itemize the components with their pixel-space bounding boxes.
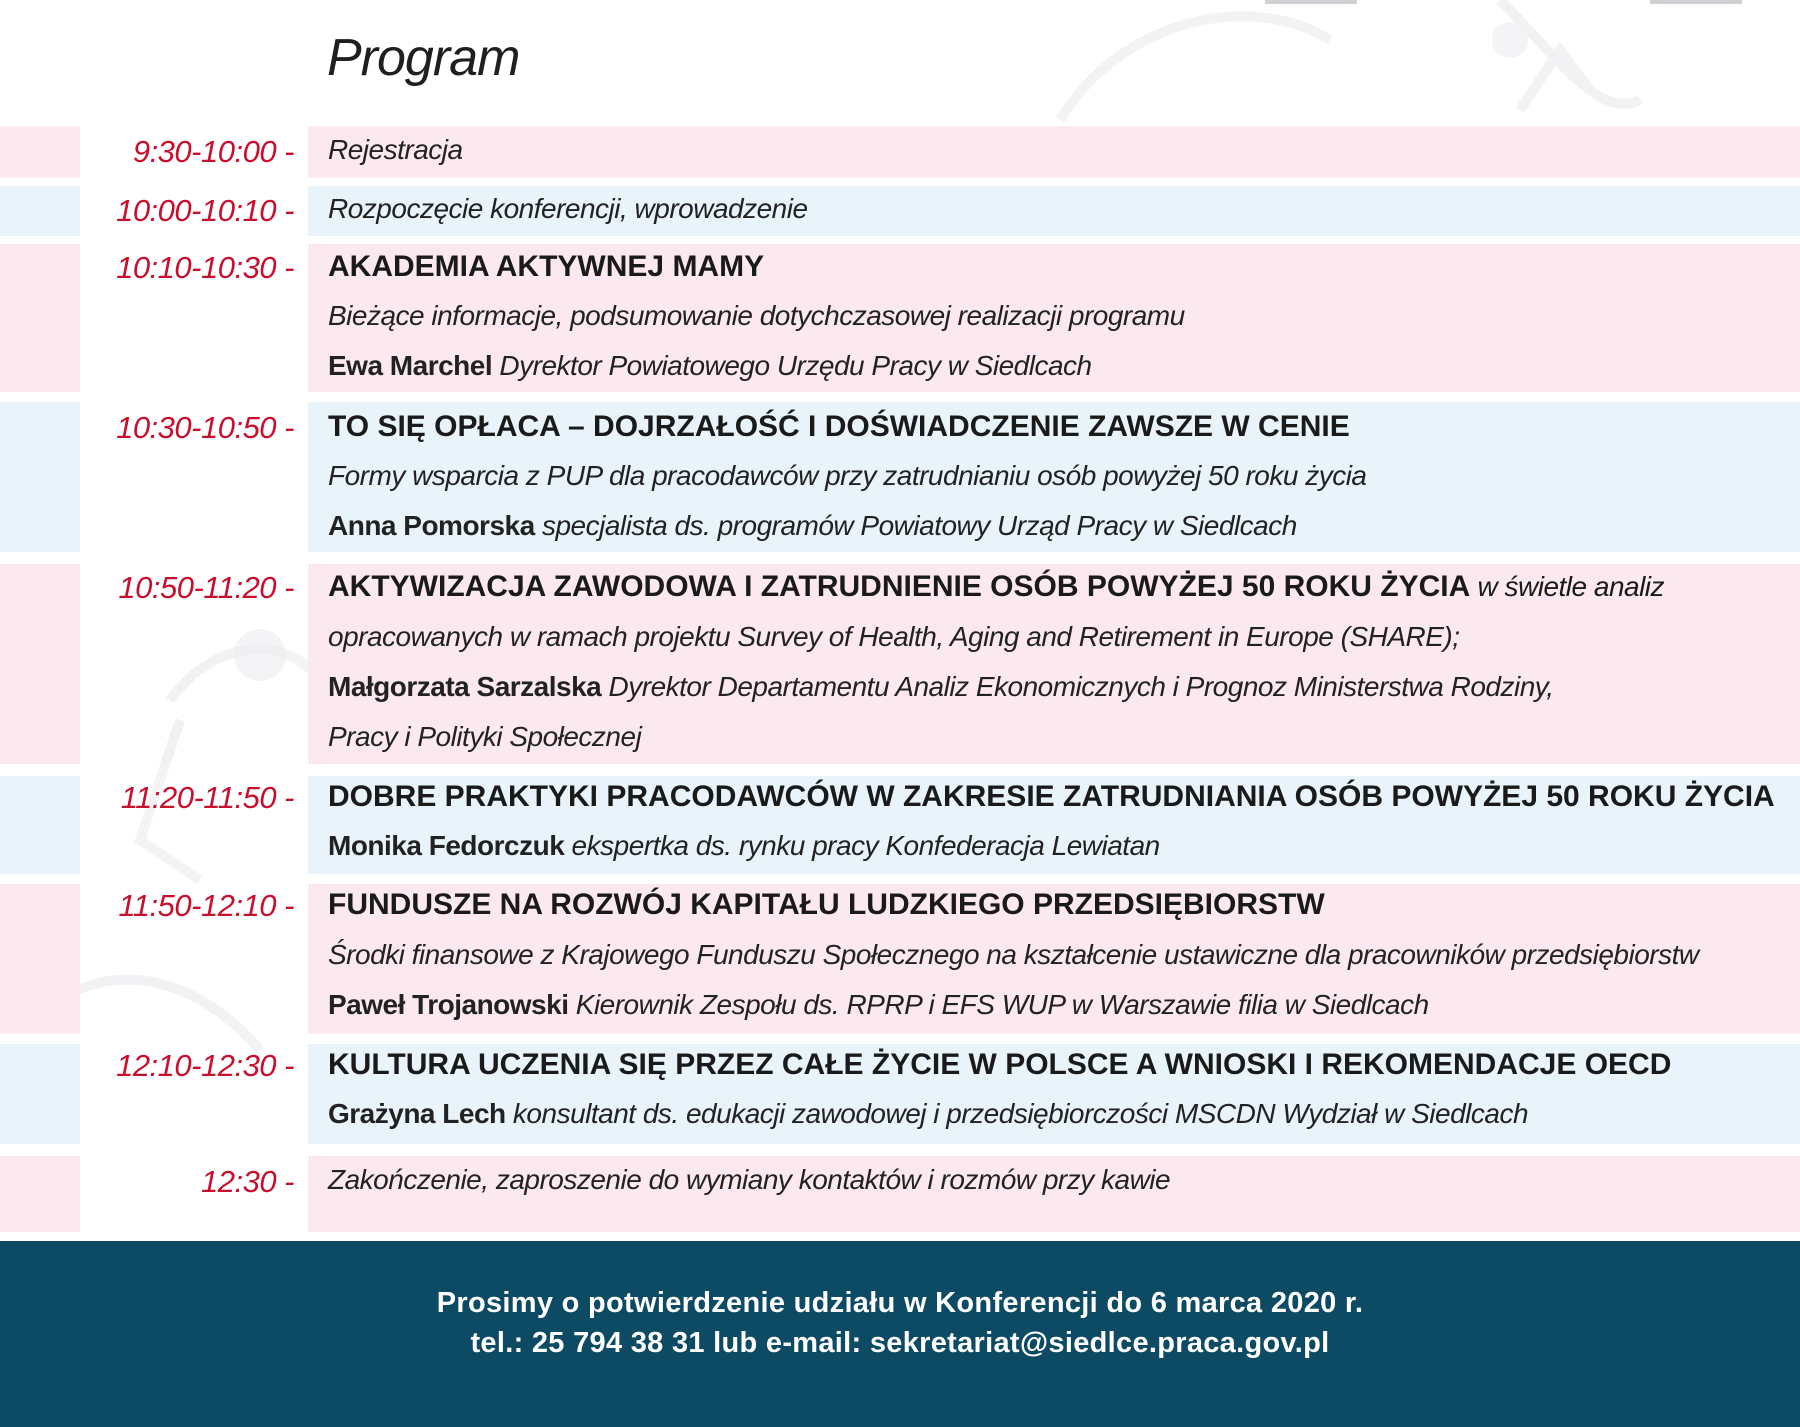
schedule-row (0, 186, 1800, 236)
session-text: Zakończenie, zaproszenie do wymiany kontaktów i rozmów przy kawie (328, 1164, 1171, 1195)
time-slot: 10:00-10:10 - (116, 193, 294, 228)
session-heading: FUNDUSZE NA ROZWÓJ KAPITAŁU LUDZKIEGO PRZEDSIĘBIORSTW (328, 888, 1325, 921)
row-content (308, 244, 1800, 392)
schedule-row (0, 884, 1800, 1034)
speaker-role: Dyrektor Powiatowego Urzędu Pracy w Siedlcach (499, 350, 1092, 381)
speaker-name: Anna Pomorska (328, 510, 535, 541)
footer-contact-text: tel.: 25 794 38 31 lub e-mail: sekretariat@siedlce.praca.gov.pl (470, 1327, 1330, 1359)
session-text: Rejestracja (328, 134, 463, 165)
session-heading: TO SIĘ OPŁACA – DOJRZAŁOŚĆ I DOŚWIADCZENIE ZAWSZE W CENIE (328, 410, 1350, 443)
row-content (308, 884, 1800, 1034)
speaker-role: ekspertka ds. rynku pracy Konfederacja Lewiatan (571, 830, 1160, 861)
session-heading: AKADEMIA AKTYWNEJ MAMY (328, 250, 765, 283)
speaker-line (328, 510, 1297, 542)
session-heading: DOBRE PRAKTYKI PRACODAWCÓW W ZAKRESIE ZATRUDNIANIA OSÓB POWYŻEJ 50 ROKU ŻYCIA (328, 780, 1775, 813)
row-left-band (0, 564, 80, 764)
row-left-band (0, 186, 80, 236)
time-slot: 10:50-11:20 - (118, 570, 294, 605)
time-slot: 11:50-12:10 - (118, 888, 294, 923)
footer-banner (0, 1241, 1800, 1427)
page-title: Program (327, 29, 520, 87)
speaker-line (328, 1098, 1528, 1130)
speaker-role-continued: Pracy i Polityki Społecznej (328, 721, 642, 752)
session-heading: AKTYWIZACJA ZAWODOWA I ZATRUDNIENIE OSÓB POWYŻEJ 50 ROKU ŻYCIA (328, 570, 1470, 603)
row-left-band (0, 884, 80, 1034)
row-left-band (0, 244, 80, 392)
time-slot: 12:10-12:30 - (116, 1048, 294, 1083)
schedule-row (0, 402, 1800, 552)
row-content (308, 776, 1800, 874)
schedule-row (0, 1044, 1800, 1144)
time-slot: 12:30 - (200, 1164, 294, 1199)
speaker-line (328, 671, 1553, 703)
session-description: opracowanych w ramach projektu Survey of Health, Aging and Retirement in Europe (SHARE); (328, 621, 1460, 652)
row-left-band (0, 126, 80, 178)
row-left-band (0, 402, 80, 552)
speaker-name: Małgorzata Sarzalska (328, 671, 602, 702)
session-description: Formy wsparcia z PUP dla pracodawców przy zatrudnianiu osób powyżej 50 roku życia (328, 460, 1367, 491)
speaker-role: Kierownik Zespołu ds. RPRP i EFS WUP w Warszawie filia w Siedlcach (575, 989, 1429, 1020)
row-content (308, 1044, 1800, 1144)
session-heading: KULTURA UCZENIA SIĘ PRZEZ CAŁE ŻYCIE W POLSCE A WNIOSKI I REKOMENDACJE OECD (328, 1048, 1672, 1081)
speaker-line (328, 830, 1160, 862)
session-description: Środki finansowe z Krajowego Funduszu Społecznego na kształcenie ustawiczne dla pracowników przedsiębiorstw (328, 939, 1699, 970)
row-left-band (0, 1156, 80, 1232)
time-slot: 9:30-10:00 - (132, 134, 294, 169)
speaker-name: Ewa Marchel (328, 350, 493, 381)
time-slot: 11:20-11:50 - (120, 780, 294, 815)
row-left-band (0, 1044, 80, 1144)
speaker-role: Dyrektor Departamentu Analiz Ekonomicznych i Prognoz Ministerstwa Rodziny, (608, 671, 1554, 702)
session-text: Rozpoczęcie konferencji, wprowadzenie (328, 193, 808, 224)
schedule-row (0, 776, 1800, 874)
speaker-role: konsultant ds. edukacji zawodowej i przedsiębiorczości MSCDN Wydział w Siedlcach (512, 1098, 1529, 1129)
row-content (308, 564, 1800, 764)
speaker-name: Monika Fedorczuk (328, 830, 565, 861)
schedule-row (0, 126, 1800, 178)
speaker-line (328, 350, 1092, 382)
session-heading-line (328, 570, 1664, 604)
row-content (308, 126, 1800, 178)
session-description: Bieżące informacje, podsumowanie dotychczasowej realizacji programu (328, 300, 1185, 331)
speaker-role: specjalista ds. programów Powiatowy Urząd Pracy w Siedlcach (541, 510, 1297, 541)
session-heading-suffix: w świetle analiz (1477, 571, 1665, 602)
row-left-band (0, 776, 80, 874)
speaker-line (328, 989, 1429, 1021)
speaker-name: Grażyna Lech (328, 1098, 506, 1129)
time-slot: 10:10-10:30 - (116, 250, 294, 285)
row-content (308, 1156, 1800, 1232)
footer-rsvp-text: Prosimy o potwierdzenie udziału w Konferencji do 6 marca 2020 r. (436, 1287, 1364, 1319)
row-content (308, 186, 1800, 236)
row-content (308, 402, 1800, 552)
time-slot: 10:30-10:50 - (116, 410, 294, 445)
schedule-row (0, 1156, 1800, 1232)
speaker-name: Paweł Trojanowski (328, 989, 569, 1020)
schedule-row (0, 244, 1800, 392)
schedule-row (0, 564, 1800, 764)
